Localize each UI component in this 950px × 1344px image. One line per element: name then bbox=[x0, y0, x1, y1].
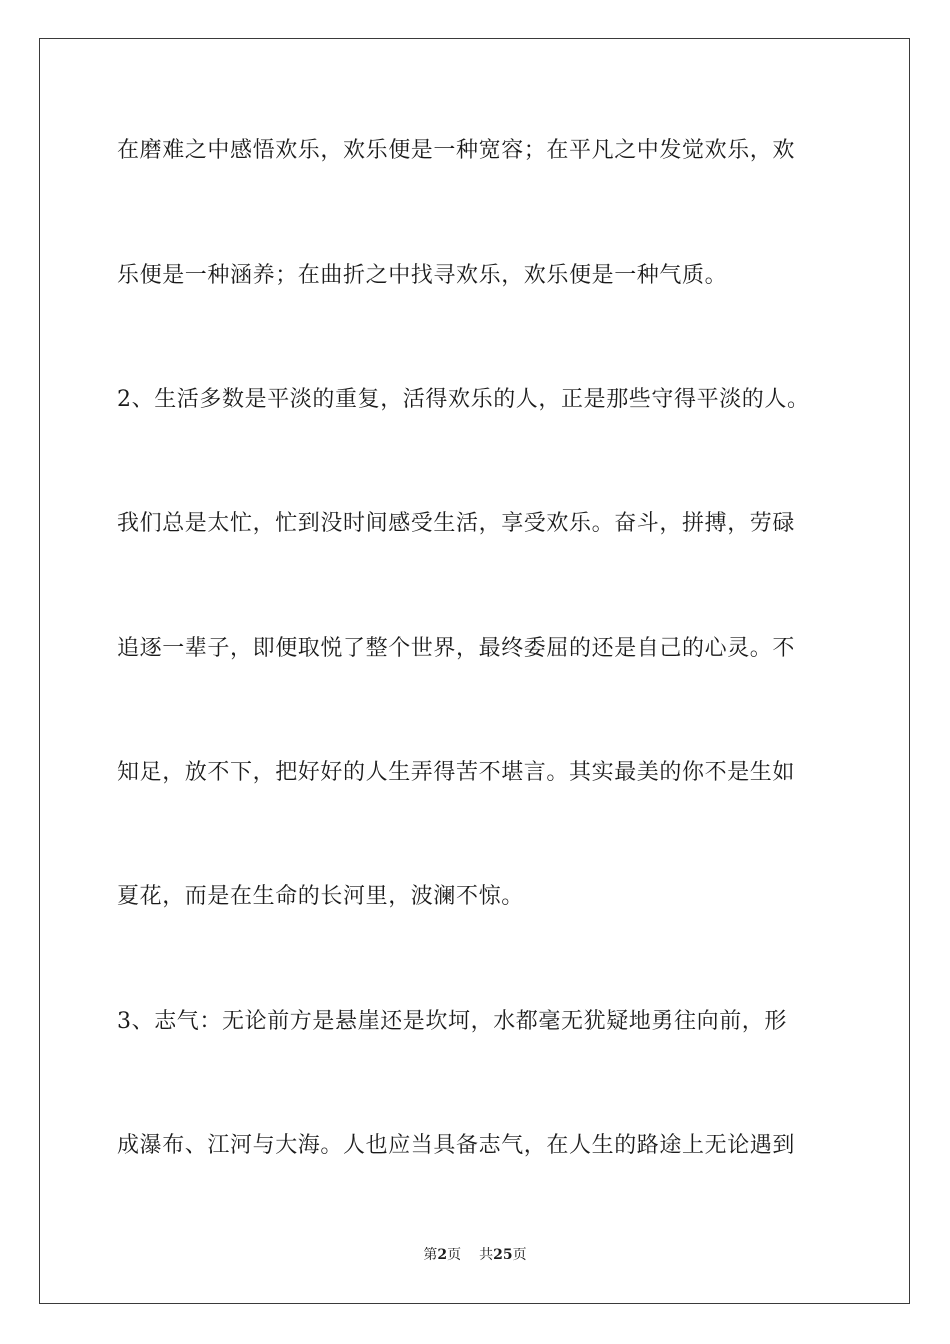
total-suffix: 页 bbox=[512, 1247, 527, 1263]
text-line-4: 我们总是太忙，忙到没时间感受生活，享受欢乐。奋斗，拼搏，劳碌 bbox=[117, 511, 796, 536]
page-footer bbox=[0, 1246, 950, 1264]
total-prefix: 共 bbox=[479, 1247, 494, 1263]
total-pages: 25 bbox=[493, 1247, 513, 1263]
text-line-1: 在磨难之中感悟欢乐，欢乐便是一种宽容；在平凡之中发觉欢乐，欢 bbox=[117, 138, 796, 163]
page-border bbox=[39, 38, 910, 1304]
page-number: 2 bbox=[437, 1247, 448, 1263]
text-line-3: 2、生活多数是平淡的重复，活得欢乐的人，正是那些守得平淡的人。 bbox=[117, 387, 810, 412]
text-line-6: 知足，放不下，把好好的人生弄得苦不堪言。其实最美的你不是生如 bbox=[117, 760, 796, 785]
text-line-9: 成瀑布、江河与大海。人也应当具备志气，在人生的路途上无论遇到 bbox=[117, 1133, 796, 1158]
text-line-7: 夏花，而是在生命的长河里，波澜不惊。 bbox=[117, 884, 524, 909]
text-line-2: 乐便是一种涵养；在曲折之中找寻欢乐，欢乐便是一种气质。 bbox=[117, 263, 728, 288]
page-suffix: 页 bbox=[447, 1247, 462, 1263]
page-prefix: 第 bbox=[423, 1247, 438, 1263]
text-line-5: 追逐一辈子，即便取悦了整个世界，最终委屈的还是自己的心灵。不 bbox=[117, 636, 796, 661]
text-line-8: 3、志气：无论前方是悬崖还是坎坷，水都毫无犹疑地勇往向前，形 bbox=[117, 1009, 787, 1034]
